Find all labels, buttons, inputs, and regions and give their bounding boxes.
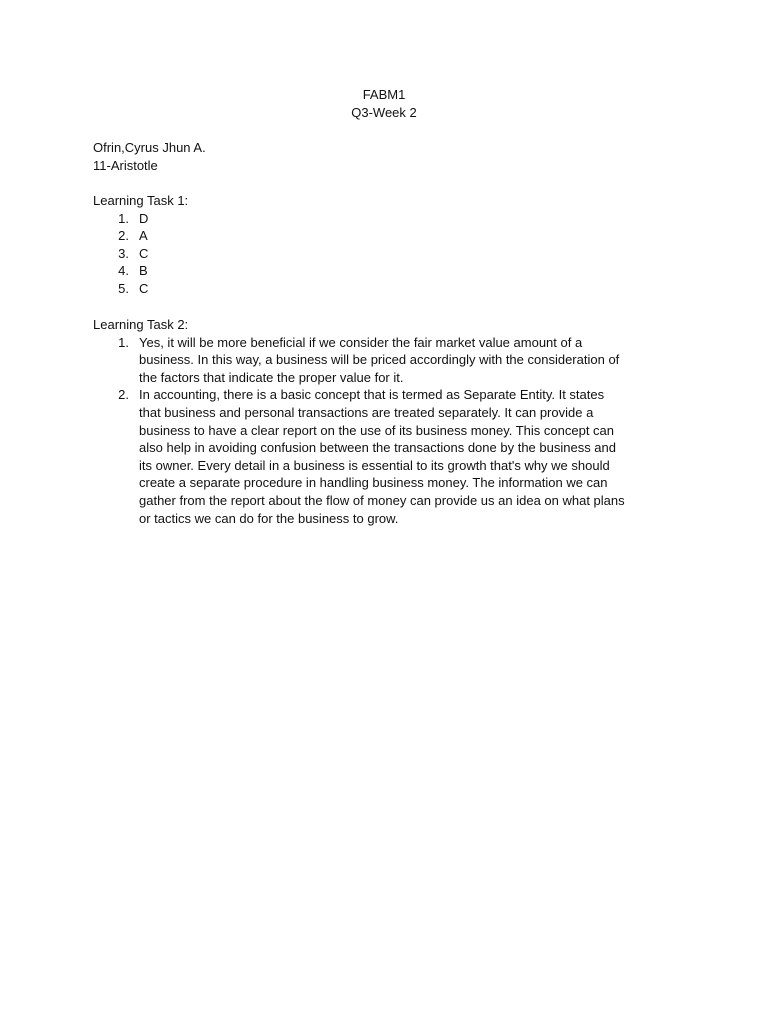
item-answer: C <box>139 280 149 296</box>
student-info <box>93 139 683 174</box>
item-number: 2. <box>118 387 129 403</box>
item-number: 1. <box>118 210 129 226</box>
list-item <box>93 227 683 245</box>
learning-task-2 <box>93 316 683 527</box>
task2-title: Learning Task 2: <box>93 317 189 332</box>
paragraph-line: In accounting, there is a basic concept that is termed as Separate Entity. It states <box>139 387 605 403</box>
paragraph-line: gather from the report about the flow of money can provide us an idea on what plans <box>139 492 625 508</box>
paragraph-line: its owner. Every detail in a business is essential to its growth that's why we should <box>139 457 610 473</box>
paragraph-line: business to have a clear report on the use of its business money. This concept can <box>139 422 615 438</box>
item-answer: A <box>139 228 148 244</box>
document-header <box>0 86 768 121</box>
paragraph-line: also help in avoiding confusion between the transactions done by the business and <box>139 440 616 456</box>
item-answer: B <box>139 263 148 279</box>
item-number: 4. <box>118 263 129 279</box>
paragraph-line: business. In this way, a business will be priced accordingly with the consideration of <box>139 352 620 368</box>
list-item <box>93 386 683 527</box>
week-subtitle: Q3-Week 2 <box>351 104 417 120</box>
task1-answer-list <box>93 210 683 298</box>
paragraph-line: create a separate procedure in handling business money. The information we can <box>139 475 608 491</box>
list-item <box>93 334 683 387</box>
paragraph-line: or tactics we can do for the business to grow. <box>139 510 399 526</box>
item-answer: D <box>139 210 149 226</box>
list-item <box>93 262 683 280</box>
task1-title: Learning Task 1: <box>93 193 189 208</box>
subject-title: FABM1 <box>362 87 406 102</box>
task2-answer-list <box>93 334 683 528</box>
item-number: 2. <box>118 228 129 244</box>
item-answer: C <box>139 245 149 261</box>
paragraph-line: Yes, it will be more beneficial if we consider the fair market value amount of a <box>139 334 583 350</box>
student-section: 11-Aristotle <box>93 157 158 173</box>
item-number: 3. <box>118 245 129 261</box>
student-name: Ofrin,Cyrus Jhun A. <box>93 140 206 155</box>
item-number: 1. <box>118 334 129 350</box>
item-number: 5. <box>118 280 129 296</box>
list-item <box>93 245 683 263</box>
paragraph-line: the factors that indicate the proper value for it. <box>139 369 404 385</box>
learning-task-1 <box>93 192 683 298</box>
list-item <box>93 280 683 298</box>
list-item <box>93 210 683 228</box>
paragraph-line: that business and personal transactions are treated separately. It can provide a <box>139 404 594 420</box>
